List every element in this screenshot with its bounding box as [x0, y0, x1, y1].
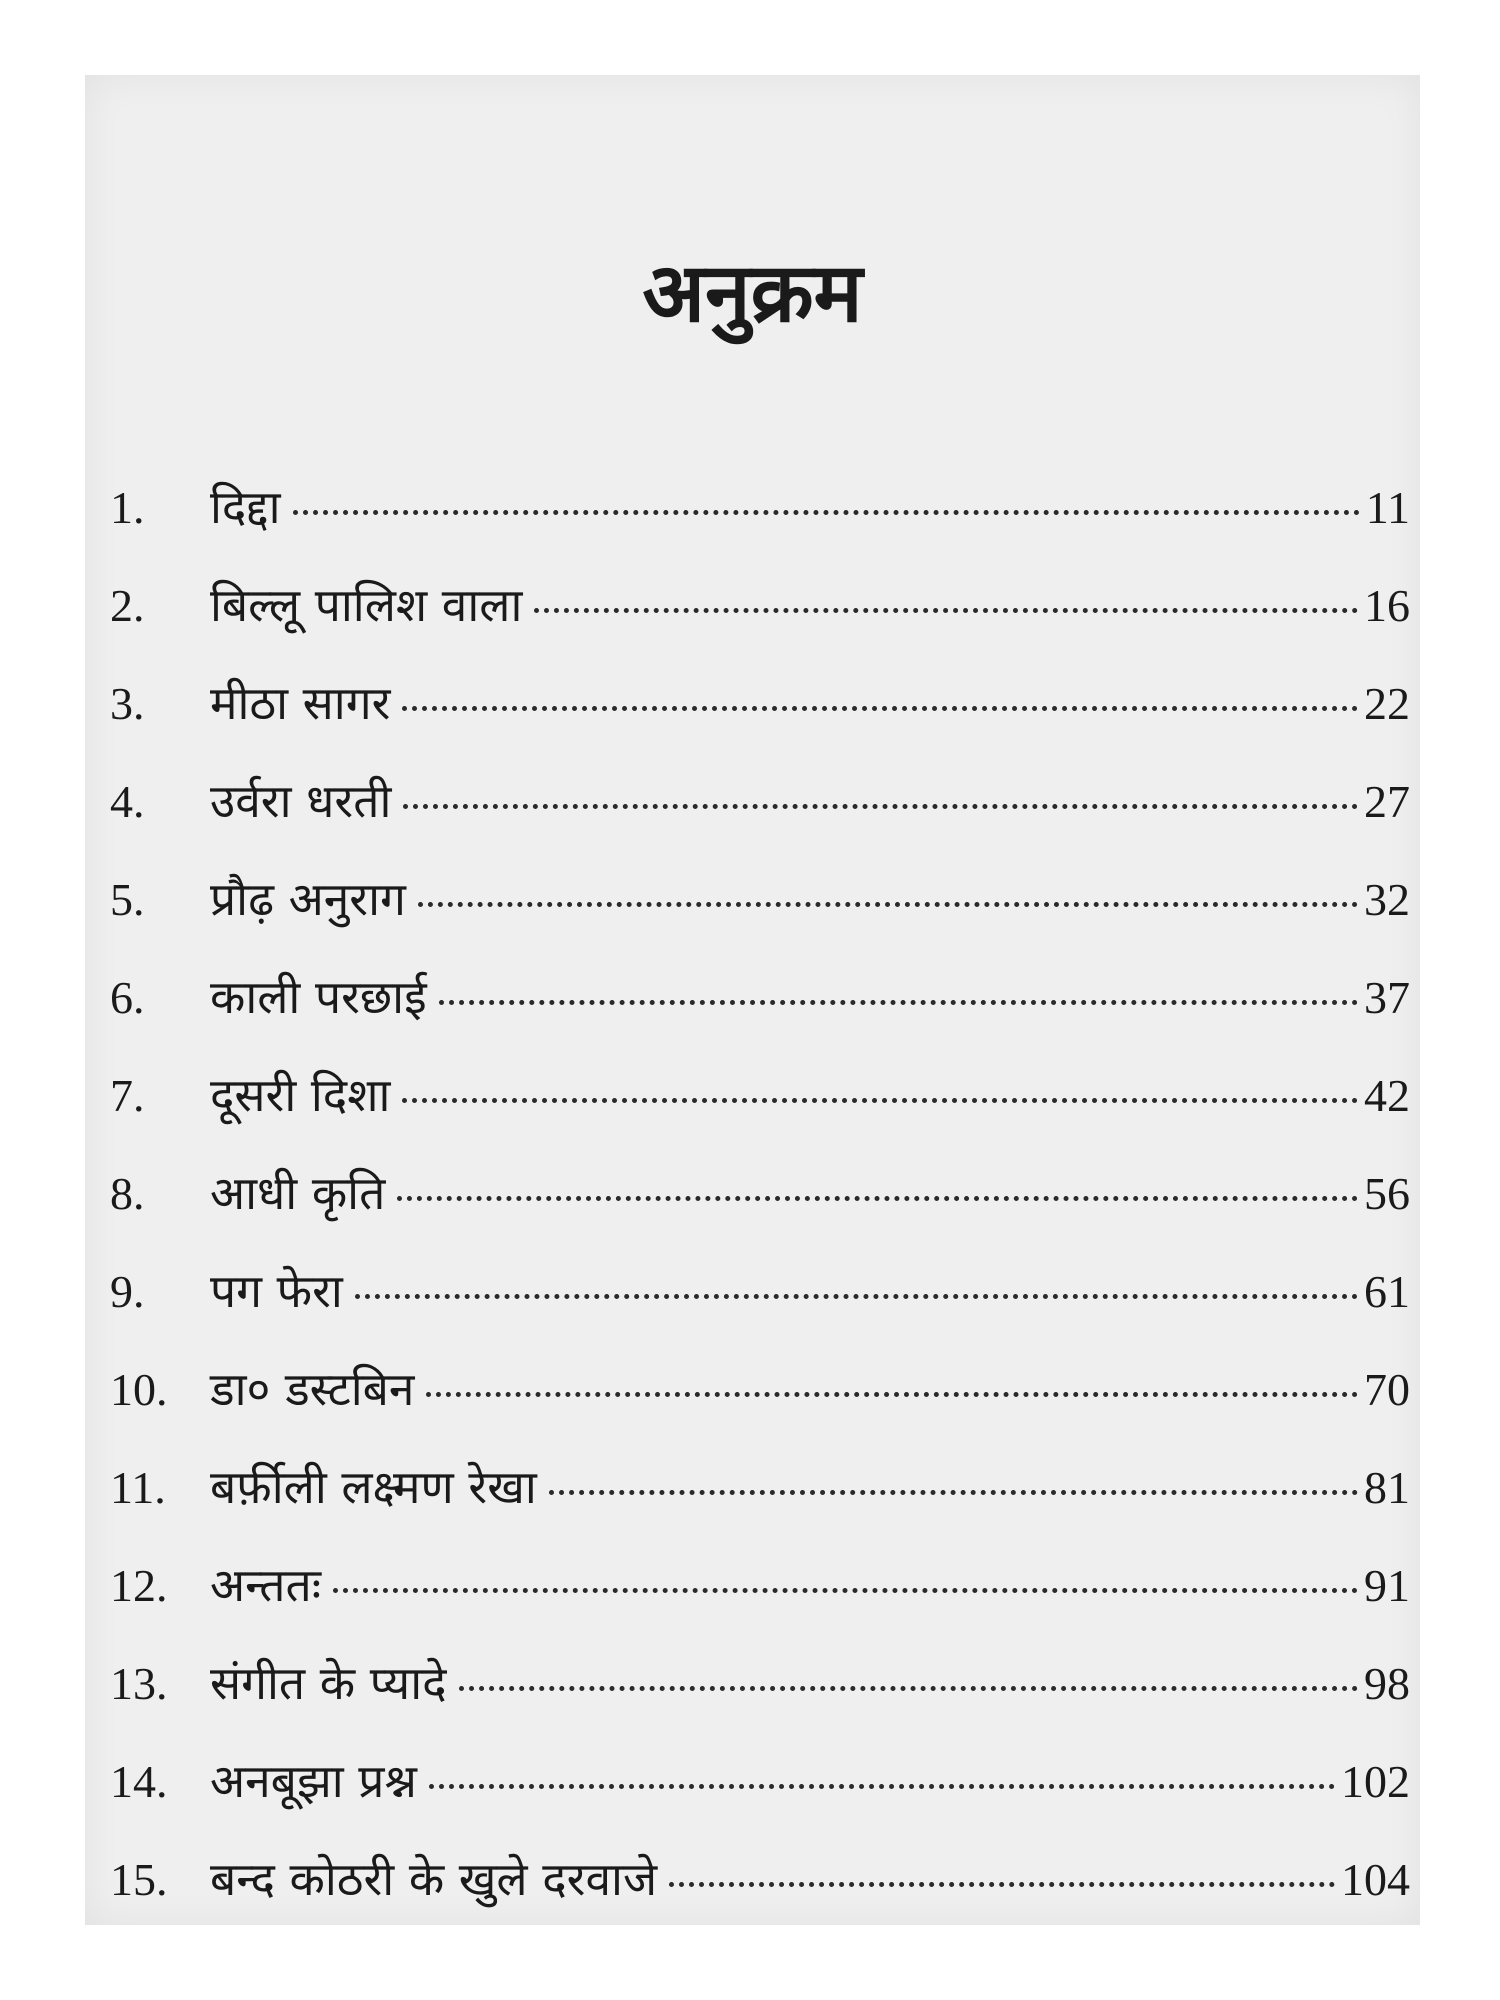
dot-leader [549, 1490, 1358, 1495]
entry-title: पग फेरा [210, 1264, 343, 1318]
entry-page-number: 104 [1341, 1854, 1410, 1905]
entry-number: 10. [110, 1364, 168, 1415]
toc-entry [110, 769, 1410, 867]
toc-entry [110, 1259, 1410, 1357]
entry-title: बन्द कोठरी के खुले दरवाजे [210, 1852, 658, 1906]
toc-entry [110, 965, 1410, 1063]
entry-number: 12. [110, 1560, 168, 1611]
entry-title: दूसरी दिशा [210, 1068, 391, 1122]
toc-entry [110, 1161, 1410, 1259]
entry-title: डा० डस्टबिन [210, 1362, 415, 1416]
entry-page-number: 61 [1364, 1266, 1410, 1317]
entry-title: बिल्लू पालिश वाला [210, 578, 523, 632]
entry-title: अनबूझा प्रश्न [210, 1754, 417, 1808]
entry-number: 4. [110, 776, 145, 827]
dot-leader [534, 608, 1358, 613]
toc-entry [110, 475, 1410, 573]
entry-number: 13. [110, 1658, 168, 1709]
dot-leader [439, 1000, 1358, 1005]
toc-entry [110, 1651, 1410, 1749]
toc-entry [110, 573, 1410, 671]
entry-page-number: 81 [1364, 1462, 1410, 1513]
entry-number: 15. [110, 1854, 168, 1905]
dot-leader [403, 804, 1358, 809]
entry-title: मीठा सागर [210, 676, 391, 730]
entry-page-number: 91 [1364, 1560, 1410, 1611]
entry-number: 9. [110, 1266, 145, 1317]
entry-title: अन्ततः [210, 1558, 322, 1612]
toc-entry [110, 1553, 1410, 1651]
entry-page-number: 102 [1341, 1756, 1410, 1807]
entry-page-number: 11 [1365, 482, 1410, 533]
entry-number: 6. [110, 972, 145, 1023]
entry-title: दिद्दा [210, 480, 281, 534]
entry-number: 3. [110, 678, 145, 729]
dot-leader [426, 1392, 1358, 1397]
entry-title: प्रौढ़ अनुराग [210, 872, 406, 926]
entry-title: संगीत के प्यादे [210, 1656, 447, 1710]
entry-page-number: 16 [1364, 580, 1410, 631]
book-page [85, 75, 1420, 1925]
dot-leader [418, 902, 1358, 907]
entry-page-number: 42 [1364, 1070, 1410, 1121]
entry-page-number: 32 [1364, 874, 1410, 925]
table-of-contents [110, 475, 1410, 1945]
entry-title: काली परछाई [210, 970, 427, 1024]
dot-leader [429, 1784, 1335, 1789]
toc-entry [110, 1063, 1410, 1161]
entry-number: 7. [110, 1070, 145, 1121]
toc-entry [110, 1455, 1410, 1553]
dot-leader [402, 706, 1358, 711]
entry-number: 14. [110, 1756, 168, 1807]
entry-number: 1. [110, 482, 145, 533]
entry-number: 11. [110, 1462, 166, 1513]
entry-page-number: 98 [1364, 1658, 1410, 1709]
dot-leader [333, 1588, 1358, 1593]
toc-entry [110, 867, 1410, 965]
entry-number: 5. [110, 874, 145, 925]
entry-number: 2. [110, 580, 145, 631]
entry-page-number: 70 [1364, 1364, 1410, 1415]
entry-number: 8. [110, 1168, 145, 1219]
dot-leader [397, 1196, 1358, 1201]
entry-page-number: 37 [1364, 972, 1410, 1023]
toc-entry [110, 1357, 1410, 1455]
entry-page-number: 27 [1364, 776, 1410, 827]
dot-leader [402, 1098, 1358, 1103]
toc-entry [110, 671, 1410, 769]
entry-title: बर्फ़ीली लक्ष्मण रेखा [210, 1460, 537, 1514]
toc-entry [110, 1847, 1410, 1945]
page-title: अनुक्रम [642, 246, 863, 341]
dot-leader [669, 1882, 1335, 1887]
entry-page-number: 22 [1364, 678, 1410, 729]
toc-entry [110, 1749, 1410, 1847]
entry-page-number: 56 [1364, 1168, 1410, 1219]
entry-title: उर्वरा धरती [210, 774, 392, 828]
dot-leader [355, 1294, 1358, 1299]
dot-leader [459, 1686, 1358, 1691]
entry-title: आधी कृति [210, 1166, 386, 1220]
dot-leader [293, 510, 1360, 515]
